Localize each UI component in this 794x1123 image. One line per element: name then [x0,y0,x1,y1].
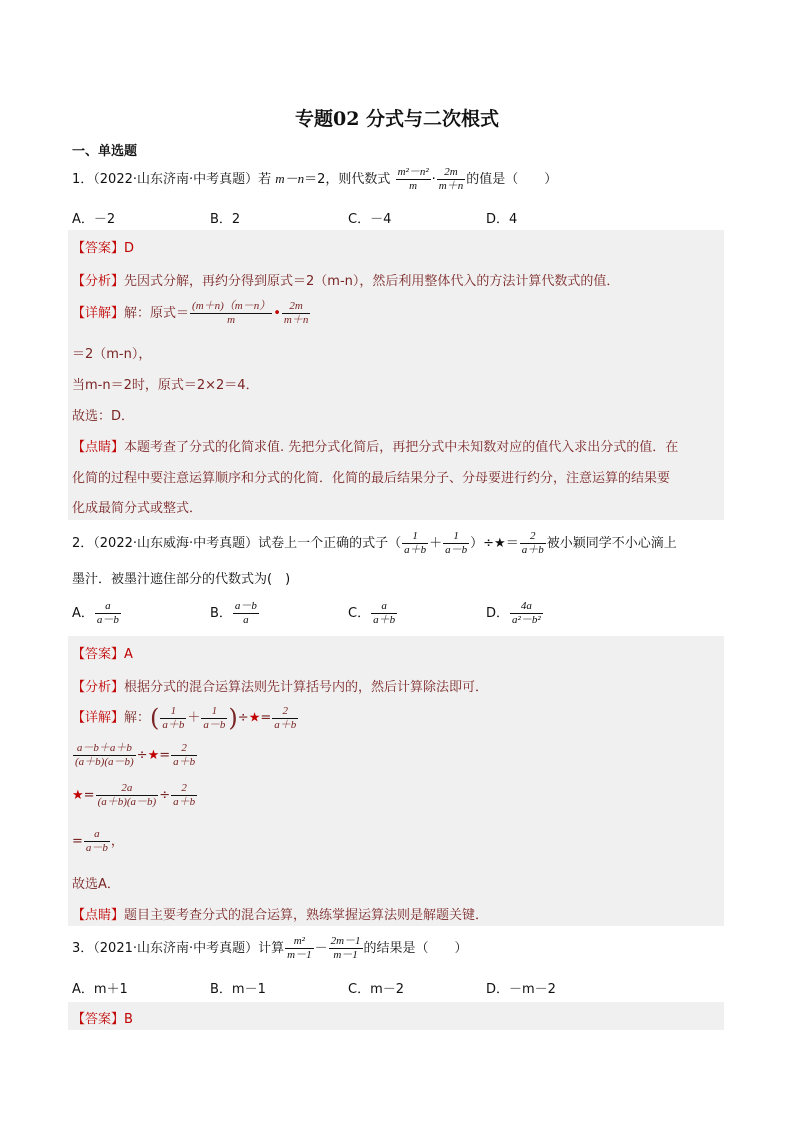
page-title: 专题02 分式与二次根式 [294,108,500,130]
q2-detail-line-5: 故选A． [72,877,120,892]
q1-detail-line-2: ＝2（m-n）， [72,347,152,362]
q2-option-c: C． $\frac{a}{a+b}$ [348,600,396,626]
q1-detail-fraction-1: $\frac{(m+n)(m-n)}{m}$ [192,300,271,326]
q1-comment-line-2: 化简的过程中要注意运算顺序和分式的化简．化简的最后结果分子、分母要进行约分，注意运算的结果要 [72,471,671,486]
q1-analysis: 【分析】先因式分解，再约分得到原式＝2（m-n），然后利用整体代入的方法计算代数式的值． [72,274,620,289]
q2-fraction-2: $\frac{1}{a-b}$ [445,530,468,556]
q3-option-c: C．m－2 [348,982,405,997]
q1-condition: m－n [275,171,305,186]
q2-stem-mid: ）÷★＝ [470,536,519,551]
q2-stem-start: 2．（2022·山东威海·中考真题）试卷上一个正确的式子（ [72,536,402,551]
q2-analysis: 【分析】根据分式的混合运算法则先计算括号内的，然后计算除法即可． [72,680,489,695]
q2-detail-line-2: $\frac{a-b+a+b}{(a+b)(a-b)}$ ÷★= $\frac{2}{a+b}$ [75,742,196,768]
q1-detail-line-4: 故选：D． [72,409,135,424]
q1-detail-line-3: 当m-n＝2时，原式＝2×2＝4． [72,378,259,393]
q1-stem-start: 1．（2022·山东济南·中考真题）若 [72,172,272,187]
q1-stem-end: 的值是（ ） [466,172,558,187]
q3-solution-panel [68,1002,724,1030]
question-2-stem-line-2: 墨汁．被墨汁遮住部分的代数式为( ) [72,572,291,587]
question-2-stem: 2．（2022·山东威海·中考真题）试卷上一个正确的式子（ $\frac{1}{a+b}$ ＋ $\frac{1}{a-b}$ ）÷★＝ $\frac{2}{a+b}$ 被小颖同学不小心滴上 [72,530,677,556]
q1-option-b: B．2 [210,212,241,227]
question-1-stem: 1．（2022·山东济南·中考真题）若 m－n＝2，则代数式 $\frac{\text{m²－n²}}{m}$ · $\frac{2m}{m+n}$ 的值是（ ） [72,166,558,192]
q2-fraction-3: $\frac{2}{a+b}$ [521,530,544,556]
q2-detail-line-1: 【详解】解：( $\frac{1}{a+b}$ ＋ $\frac{1}{a-b}$ )÷★= $\frac{2}{a+b}$ [72,704,297,732]
section-heading: 一、单选题 [72,144,138,159]
q3-option-d: D．－m－2 [486,982,556,997]
q2-comment: 【点睛】题目主要考查分式的混合运算，熟练掌握运算法则是解题关键． [72,908,489,923]
q1-option-a: A．－2 [72,212,116,227]
q2-detail-line-4: = $\frac{a}{a-b}$ ， [72,828,124,854]
q2-stem-end: 被小颖同学不小心滴上 [546,536,677,551]
q1-fraction-2: $\frac{2m}{m+n}$ [438,166,464,192]
q1-stem-mid: ＝2，则代数式 [304,172,391,187]
q1-comment-line-3: 化成最简分式或整式． [72,501,203,516]
q1-detail-fraction-2: $\frac{2m}{m+n}$ [283,300,309,326]
q3-option-b: B．m－1 [210,982,266,997]
q1-answer: 【答案】D [72,241,135,256]
q1-comment-line-1: 【点睛】本题考查了分式的化简求值. 先把分式化简后，再把分式中未知数对应的值代入求出分式的值．在 [72,440,679,455]
q3-stem-end: 的结果是（ ） [363,941,468,956]
q3-stem-start: 3．（2021·山东济南·中考真题）计算 [72,941,285,956]
q1-detail-line-1: 【详解】解：原式＝ $\frac{(m+n)(m-n)}{m}$ • $\frac{2m}{m+n}$ [72,300,309,326]
q2-option-a: A． $\frac{a}{a-b}$ [72,600,119,626]
q2-detail-line-3: ★= $\frac{2a}{(a+b)(a-b)}$ ÷ $\frac{2}{a+b}$ [72,782,196,808]
q2-option-b: B． $\frac{a-b}{a}$ [210,600,257,626]
q1-fraction-1: $\frac{\text{m²－n²}}{m}$ [397,166,429,192]
q3-option-a: A．m＋1 [72,982,128,997]
q3-answer: 【答案】B [72,1012,133,1027]
question-3-stem: 3．（2021·山东济南·中考真题）计算 $\frac{\text{m²}}{m-1}$ － $\frac{2m-1}{m-1}$ 的结果是（ ） [72,935,468,961]
q2-answer: 【答案】A [72,647,133,662]
q1-option-d: D．4 [486,212,518,227]
q2-fraction-1: $\frac{1}{a+b}$ [404,530,427,556]
q2-option-d: D． $\frac{4a}{\text{a²－b²}}$ [486,600,541,626]
q1-option-c: C．－4 [348,212,392,227]
